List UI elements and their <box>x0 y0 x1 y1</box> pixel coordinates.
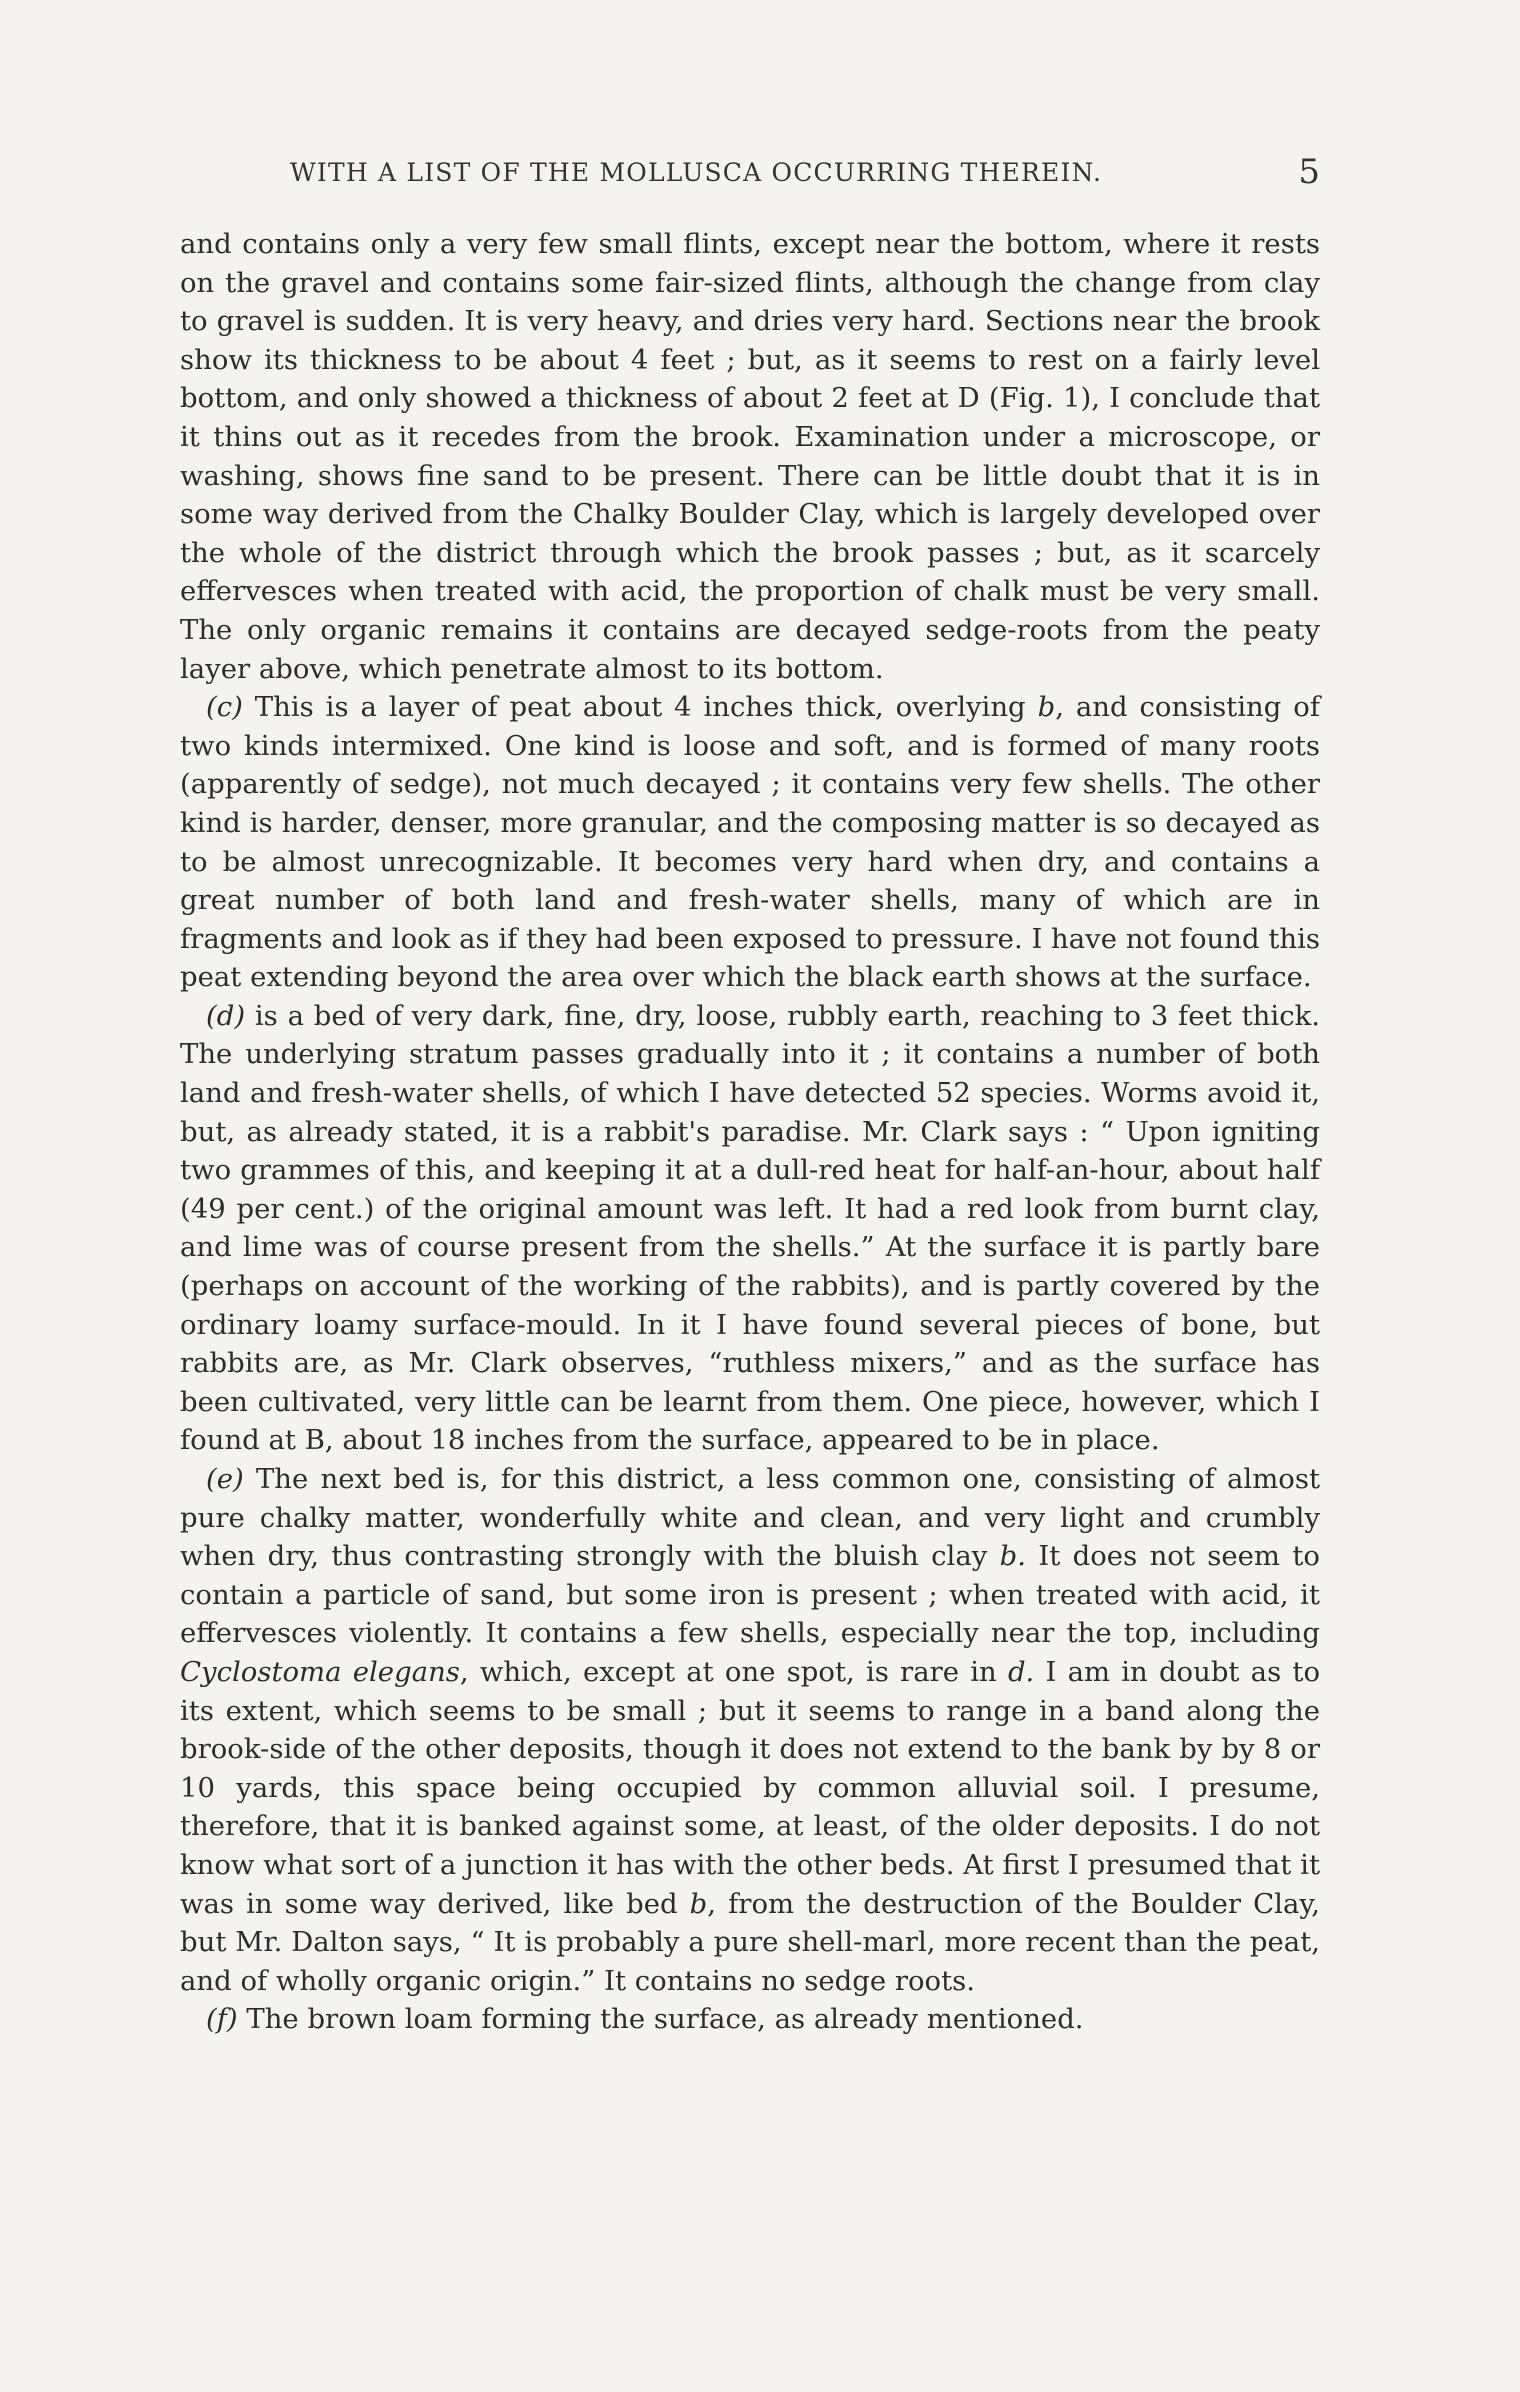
paragraph-text: , from the destruction of the Boulder Clay, but Mr. Dalton says, “ It is probably a pure shell-marl, more recent than the peat, and of wholly organic origin.” It contains no sedge roots. <box>180 1887 1320 1997</box>
paragraph-text: , and consisting of two kinds intermixed. One kind is loose and soft, and is formed of many roots (apparently of sedge), not much decayed ; it contains very few shells. The other kind is harder, denser, more granular, and the composing matter is so decayed as to be almost unrecognizable. It becomes very hard when dry, and contains a great number of both land and fresh-water shells, many of which are in fragments and look as if they had been exposed to pressure. I have not found this peat extending beyond the area over which the black earth shows at the surface. <box>180 691 1320 994</box>
paragraph-text: The next bed is, for this district, a less common one, consisting of almost pure chalky matter, wonderfully white and clean, and very light and crumbly when dry, thus contrasting strongly with the bluish clay <box>180 1463 1320 1573</box>
species-name: Cyclostoma elegans <box>180 1655 460 1688</box>
paragraph-text: I am in doubt as to its extent, which seems to be small ; but it seems to range in a band along the brook-side of the other deposits, though it does not extend to the bank by by 8 or 10 yards, this space being occupied by common alluvial soil. I presume, therefore, that it is banked against some, at least, of the older deposits. I do not know what sort of a junction it has with the other beds. At first I presumed that it was in some way derived, like bed <box>180 1655 1321 1920</box>
paragraph-c <box>180 688 1320 997</box>
running-header <box>290 150 1320 200</box>
italic-ref: b <box>1037 691 1056 724</box>
running-title: WITH A LIST OF THE MOLLUSCA OCCURRING THEREIN. <box>290 158 1103 187</box>
body-text <box>180 225 1320 2039</box>
paragraph-text: , which, except at one spot, is rare in <box>459 1655 1008 1688</box>
paragraph-text: It does not seem to contain a particle of sand, but some iron is present ; when treated with acid, it effervesces violently. It contains a few shells, especially near the top, including <box>180 1540 1320 1650</box>
paragraph-text: is a bed of very dark, fine, dry, loose, rubbly earth, reaching to 3 feet thick. The underlying stratum passes gradually into it ; it contains a number of both land and fresh-water shells, of which I have detected 52 species. Worms avoid it, but, as already stated, it is a rabbit's paradise. Mr. Clark says : “ Upon igniting two grammes of this, and keeping it at a dull-red heat for half-an-hour, about half (49 per cent.) of the original amount was left. It had a red look from burnt clay, and lime was of course present from the shells.” At the surface it is partly bare (perhaps on account of the working of the rabbits), and is partly covered by the ordinary loamy surface-mould. In it I have found several pieces of bone, but rabbits are, as Mr. Clark observes, “ruthless mixers,” and as the surface has been cultivated, very little can be learnt from them. One piece, however, which I found at B, about 18 inches from the surface, appeared to be in place. <box>180 999 1320 1457</box>
page-number: 5 <box>1298 152 1320 192</box>
paragraph-label: (d) <box>206 999 246 1032</box>
italic-ref: d. <box>1007 1655 1035 1688</box>
paragraph-label: (c) <box>206 691 243 724</box>
paragraph-d <box>180 997 1320 1460</box>
paragraph-f <box>180 2000 1320 2039</box>
paragraph-label: (f) <box>206 2003 238 2036</box>
paragraph-text: The brown loam forming the surface, as already mentioned. <box>237 2003 1084 2036</box>
paragraph-label: (e) <box>206 1463 244 1495</box>
paragraph-text: and contains only a very few small flints, except near the bottom, where it rests on the gravel and contains some fair-sized flints, although the change from clay to gravel is sudden. It is very heavy, and dries very hard. Sections near the brook show its thickness to be about 4 feet ; but, as it seems to rest on a fairly level bottom, and only showed a thickness of about 2 feet at D (Fig. 1), I conclude that it thins out as it recedes from the brook. Examination under a microscope, or washing, shows fine sand to be present. There can be little doubt that it is in some way derived from the Chalky Boulder Clay, which is largely developed over the whole of the district through which the brook passes ; but, as it scarcely effervesces when treated with acid, the proportion of chalk must be very small. The only organic remains it contains are decayed sedge-roots from the peaty layer above, which penetrate almost to its bottom. <box>180 228 1320 685</box>
paragraph-text: This is a layer of peat about 4 inches thick, overlying <box>242 691 1038 724</box>
italic-ref: b <box>689 1887 708 1920</box>
paragraph-e <box>180 1460 1320 2000</box>
italic-ref: b. <box>999 1540 1026 1573</box>
paragraph-continuation <box>180 225 1320 688</box>
